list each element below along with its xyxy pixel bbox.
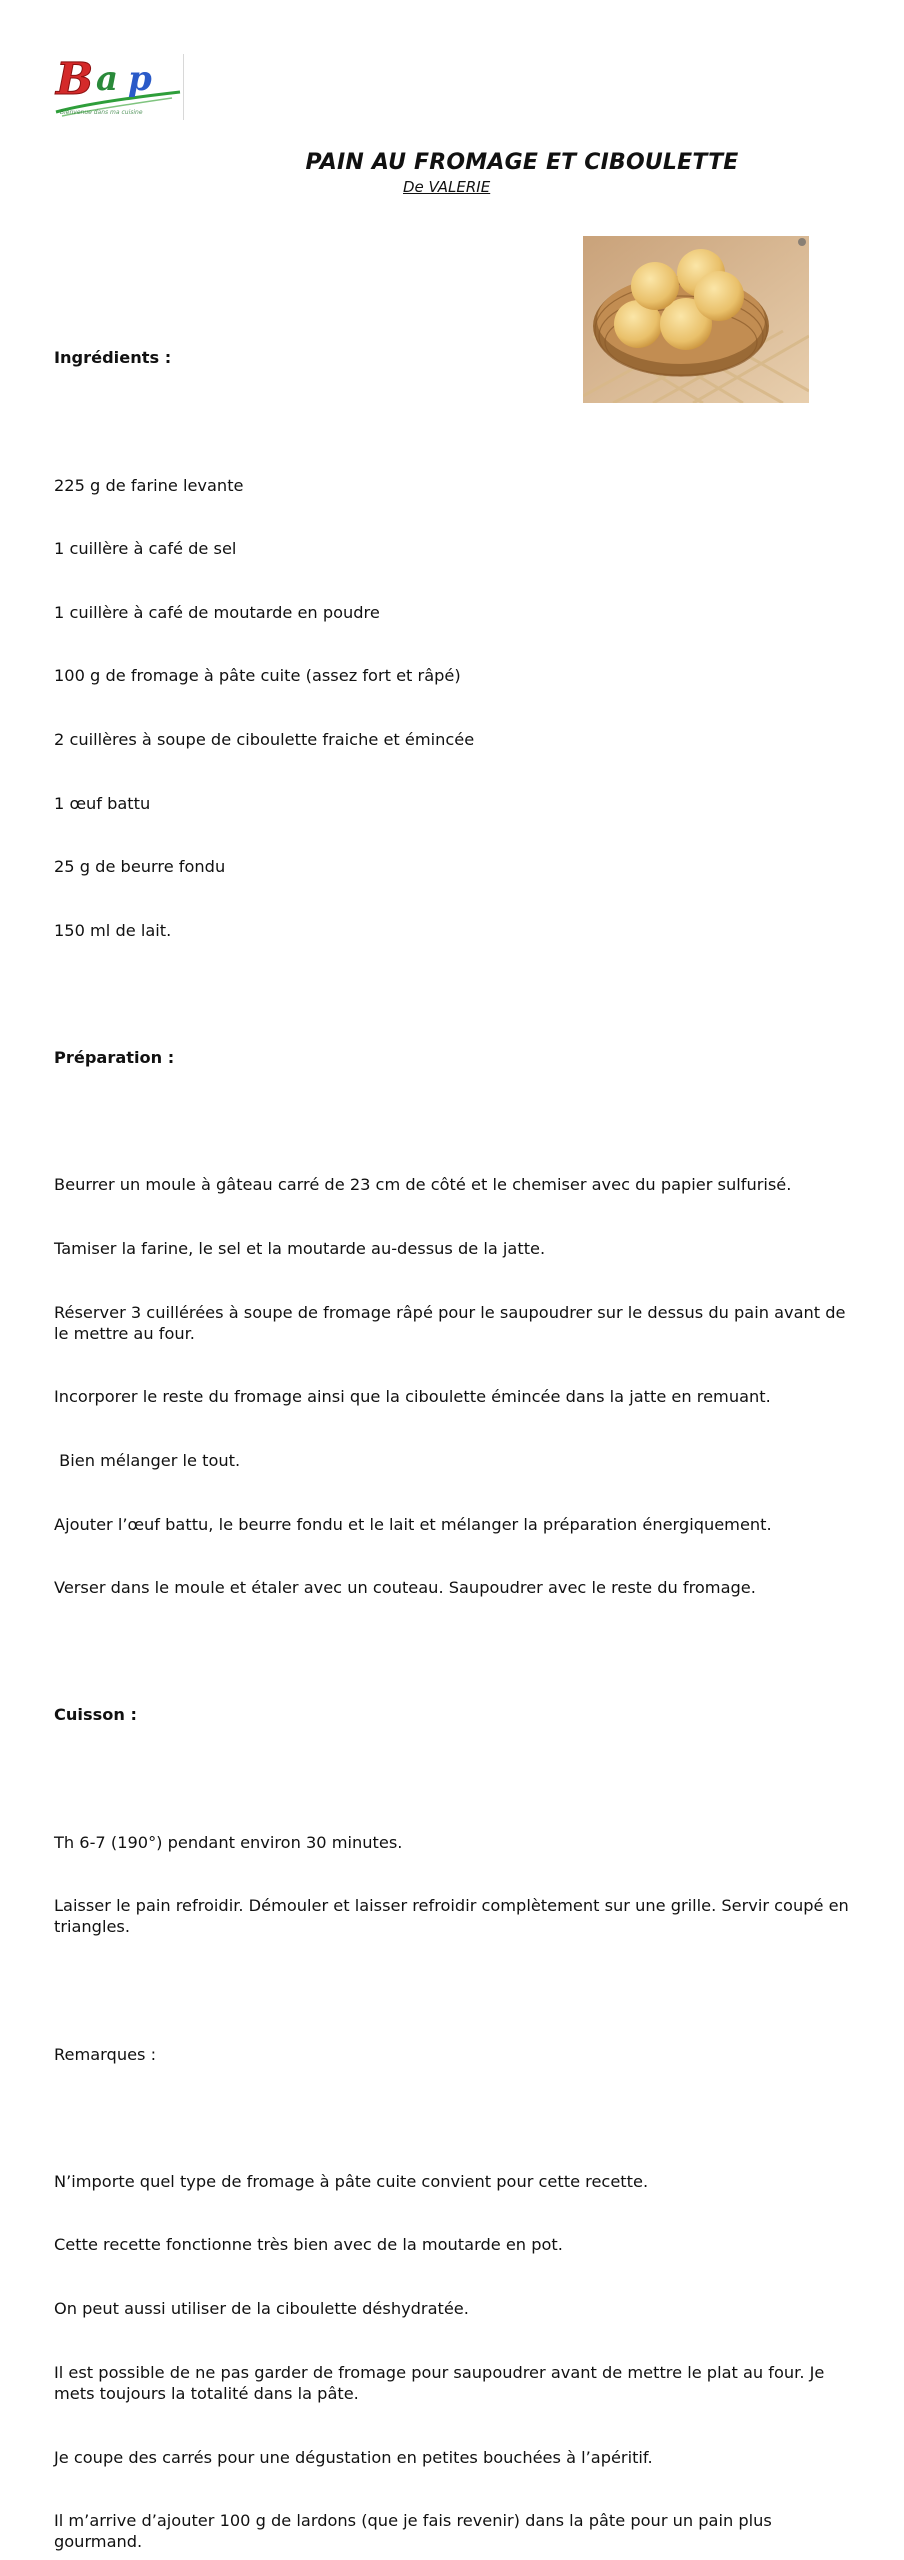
bap-logo — [52, 52, 184, 120]
preparation-line: Tamiser la farine, le sel et la moutarde au-dessus de la jatte. — [54, 1238, 546, 1258]
svg-text:p: p — [128, 59, 152, 99]
svg-text:a: a — [96, 59, 119, 99]
preparation-line: Verser dans le moule et étaler avec un couteau. Saupoudrer avec le reste du fromage. — [54, 1578, 756, 1598]
preparation-line: Incorporer le reste du fromage ainsi que la ciboulette émincée dans la jatte en remuant. — [54, 1387, 771, 1407]
remarques-heading: Remarques : — [54, 2044, 157, 2064]
ingredients-section — [54, 305, 854, 2560]
remarque-line: On peut aussi utiliser de la ciboulette déshydratée. — [54, 2299, 469, 2319]
preparation-line: Ajouter l’œuf battu, le beurre fondu et le lait et mélanger la préparation énergiquement. — [54, 1514, 772, 1534]
logo-divider — [183, 54, 184, 120]
ingredients-heading: Ingrédients : — [54, 348, 172, 368]
preparation-heading: Préparation : — [54, 1048, 175, 1068]
ingredient-item: 100 g de fromage à pâte cuite (assez fort et râpé) — [54, 666, 461, 686]
remarque-line: Il m’arrive d’ajouter 100 g de lardons (que je fais revenir) dans la pâte pour un pain plus gourmand. — [54, 2511, 778, 2552]
ingredient-item: 1 œuf battu — [54, 793, 151, 813]
ingredient-item: 25 g de beurre fondu — [54, 857, 226, 877]
remarque-line: Cette recette fonctionne très bien avec de la moutarde en pot. — [54, 2235, 563, 2255]
preparation-line: Réserver 3 cuillérées à soupe de fromage râpé pour le saupoudrer sur le dessus du pain avant de le mettre au four. — [54, 1302, 851, 1343]
recipe-title: PAIN AU FROMAGE ET CIBOULETTE — [305, 150, 739, 175]
preparation-line: Beurrer un moule à gâteau carré de 23 cm de côté et le chemiser avec du papier sulfurisé. — [54, 1175, 792, 1195]
svg-text:B: B — [56, 54, 94, 105]
cuisson-heading: Cuisson : — [54, 1705, 137, 1725]
ingredient-item: 1 cuillère à café de sel — [54, 539, 237, 559]
ingredient-item: 2 cuillères à soupe de ciboulette fraiche et émincée — [54, 730, 475, 750]
svg-text:Bienvenue dans ma cuisine: Bienvenue dans ma cuisine — [60, 109, 143, 116]
ingredient-item: 225 g de farine levante — [54, 475, 244, 495]
preparation-line: Bien mélanger le tout. — [54, 1450, 241, 1470]
ingredient-item: 1 cuillère à café de moutarde en poudre — [54, 602, 380, 622]
recipe-author: De VALERIE — [403, 178, 491, 196]
remarque-line: Je coupe des carrés pour une dégustation en petites bouchées à l’apéritif. — [54, 2447, 653, 2467]
ingredient-item: 150 ml de lait. — [54, 920, 172, 940]
remarque-line: Il est possible de ne pas garder de fromage pour saupoudrer avant de mettre le plat au four. Je mets toujours la totalité dans la pâte. — [54, 2362, 830, 2403]
cuisson-line: Th 6-7 (190°) pendant environ 30 minutes. — [54, 1832, 403, 1852]
remarque-line: N’importe quel type de fromage à pâte cuite convient pour cette recette. — [54, 2171, 649, 2191]
cuisson-line: Laisser le pain refroidir. Démouler et laisser refroidir complètement sur une grille. Servir coupé en triangles. — [54, 1896, 854, 1937]
